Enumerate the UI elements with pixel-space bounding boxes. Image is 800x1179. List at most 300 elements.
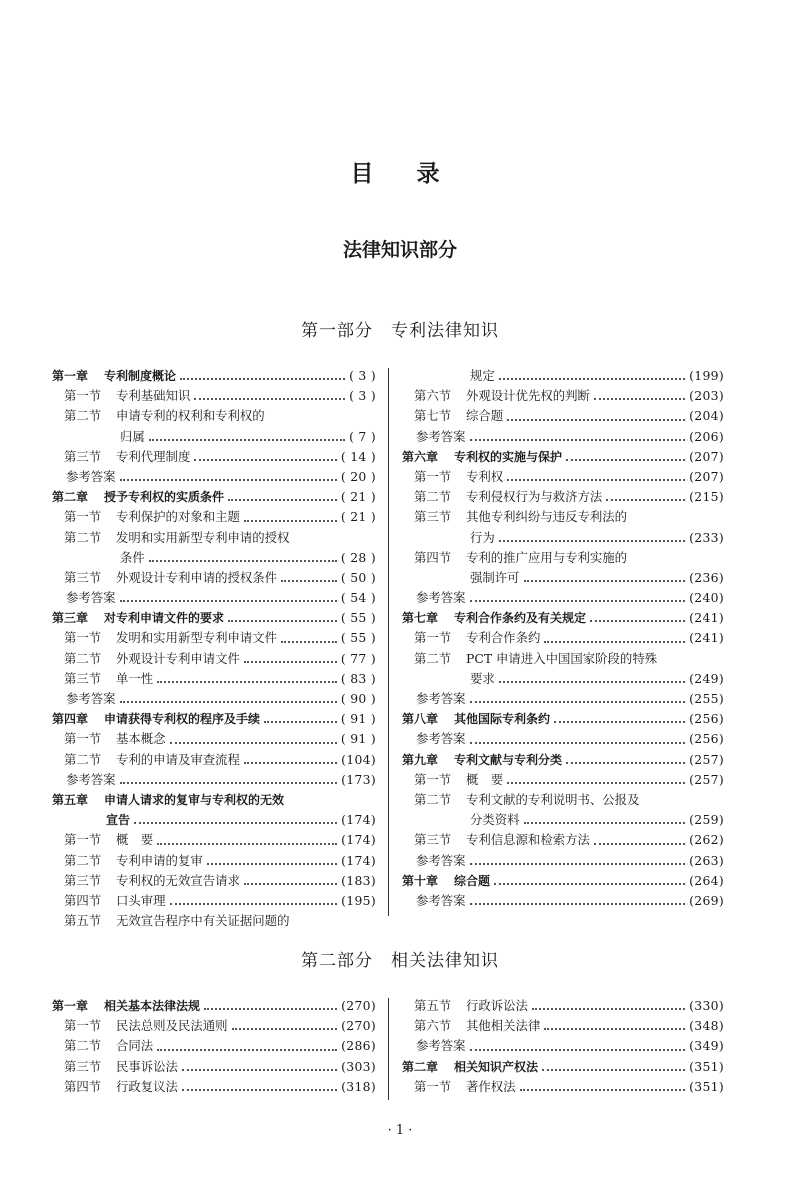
- toc-entry: [402, 366, 724, 386]
- toc-entry-title: 专利权: [466, 468, 504, 484]
- toc-dot-leader: [157, 669, 337, 683]
- toc-entry-title: 要求: [470, 670, 495, 686]
- toc-entry-label: 第一章: [52, 369, 89, 383]
- toc-entry-page: (255): [689, 691, 724, 706]
- toc-entry-title: 口头审理: [116, 892, 166, 908]
- toc-chapter-entry: [402, 709, 724, 729]
- toc-entry-title: 专利文献的专利说明书、公报及: [466, 791, 640, 807]
- toc-dot-leader: [149, 427, 345, 441]
- toc-entry-label: 第三节: [64, 670, 102, 686]
- toc-dot-leader: [520, 1077, 685, 1091]
- toc-dot-leader: [157, 830, 337, 844]
- toc-dot-leader: [470, 427, 685, 441]
- toc-dot-leader: [264, 709, 337, 723]
- toc-entry-label: 第五章: [52, 792, 89, 807]
- toc-dot-leader: [524, 810, 685, 824]
- toc-entry-label: 第一节: [414, 468, 452, 484]
- toc-entry-title: 参考答案: [66, 771, 116, 787]
- toc-entry: [402, 406, 724, 426]
- toc-dot-leader: [532, 996, 685, 1010]
- toc-entry-title: 行政复议法: [116, 1078, 178, 1094]
- toc-entry: [52, 548, 376, 568]
- toc-dot-leader: [594, 386, 685, 400]
- toc-entry: [52, 507, 376, 527]
- toc-dot-leader: [281, 568, 337, 582]
- toc-dot-leader: [499, 528, 685, 542]
- toc-entry-title: 对专利申请文件的要求: [104, 611, 225, 626]
- toc-dot-leader: [170, 729, 337, 743]
- toc-entry: [52, 891, 376, 911]
- section-title: 法律知识部分: [342, 239, 457, 261]
- toc-entry: [52, 810, 376, 830]
- toc-entry-title: 参考答案: [416, 892, 466, 908]
- toc-entry-title: 外观设计专利申请文件: [116, 650, 240, 666]
- toc-entry-page: ( 54 ): [340, 590, 376, 606]
- toc-entry-label: 第四节: [64, 1078, 102, 1094]
- toc-entry-label: 第一节: [64, 630, 102, 646]
- toc-entry-label: 第七节: [414, 408, 452, 424]
- toc-entry: [52, 427, 376, 447]
- toc-entry: [52, 628, 376, 648]
- toc-chapter-entry: [402, 1057, 724, 1077]
- toc-entry-title: 规定: [470, 368, 495, 383]
- toc-entry-title: 民法总则及民法通则: [116, 1018, 228, 1034]
- toc-dot-leader: [149, 548, 337, 562]
- toc-entry-title: 专利权的实施与保护: [454, 449, 563, 464]
- toc-entry-title: 发明和实用新型专利申请的授权: [116, 529, 290, 545]
- toc-entry: [52, 851, 376, 871]
- toc-chapter-entry: [52, 709, 376, 729]
- toc-entry-label: 第九章: [402, 752, 439, 767]
- part-heading: 第一部分 专利法律知识: [301, 321, 499, 341]
- toc-answer-entry: [52, 770, 376, 790]
- toc-entry-page: (199): [689, 368, 724, 383]
- toc-entry-title: 归属: [120, 428, 145, 444]
- toc-right-column: [402, 996, 724, 1097]
- toc-entry-page: ( 55 ): [340, 610, 376, 626]
- toc-entry-title: 专利的申请及审查流程: [116, 751, 240, 767]
- toc-dot-leader: [470, 1036, 685, 1050]
- toc-dot-leader: [182, 1077, 337, 1091]
- toc-entry-label: 第十章: [402, 873, 439, 888]
- toc-entry-label: 第一章: [52, 999, 89, 1013]
- toc-entry: [52, 528, 376, 548]
- toc-entry-page: (256): [689, 711, 724, 727]
- toc-dot-leader: [544, 1016, 685, 1030]
- toc-entry-label: 第二节: [64, 408, 102, 424]
- toc-entry-page: ( 21 ): [340, 509, 376, 525]
- toc-entry-title: 行政诉讼法: [466, 998, 528, 1013]
- toc-dot-leader: [244, 649, 337, 663]
- toc-dot-leader: [281, 628, 337, 642]
- toc-entry: [52, 911, 376, 931]
- toc-chapter-entry: [52, 790, 376, 810]
- toc-answer-entry: [402, 1036, 724, 1056]
- toc-entry-title: 授予专利权的实质条件: [104, 490, 225, 505]
- toc-chapter-entry: [52, 996, 376, 1016]
- toc-entry-title: 概 要: [466, 771, 504, 787]
- toc-chapter-entry: [52, 366, 376, 386]
- toc-entry-title: 参考答案: [416, 852, 466, 868]
- toc-entry-page: ( 28 ): [340, 549, 376, 565]
- toc-entry-title: 参考答案: [66, 590, 116, 606]
- toc-entry: [52, 1036, 376, 1056]
- toc-entry-label: 第三章: [52, 611, 89, 626]
- toc-dot-leader: [204, 996, 337, 1010]
- toc-entry-label: 第一节: [64, 509, 102, 525]
- toc-entry-label: 第四章: [52, 712, 89, 727]
- toc-entry-page: (257): [689, 771, 724, 787]
- toc-entry-label: 第六章: [402, 449, 439, 464]
- toc-entry-label: 第二章: [402, 1059, 439, 1074]
- toc-entry: [402, 1077, 724, 1097]
- toc-entry: [402, 1016, 724, 1036]
- toc-entry-page: (351): [689, 1078, 724, 1094]
- toc-entry-label: 第三节: [64, 1058, 102, 1074]
- toc-dot-leader: [507, 467, 685, 481]
- toc-entry-page: ( 7 ): [349, 428, 376, 444]
- toc-entry-title: 专利保护的对象和主题: [116, 509, 240, 525]
- toc-entry-page: (318): [341, 1078, 376, 1094]
- toc-entry-label: 第六节: [414, 1018, 452, 1034]
- toc-entry-title: 综合题: [454, 873, 491, 888]
- toc-dot-leader: [228, 608, 337, 622]
- toc-entry: [52, 649, 376, 669]
- column-divider: [388, 998, 389, 1100]
- toc-entry: [402, 770, 724, 790]
- toc-dot-leader: [499, 669, 685, 683]
- toc-entry-title: 参考答案: [416, 731, 466, 747]
- toc-entry-title: 专利权的无效宣告请求: [116, 872, 240, 888]
- toc-entry-page: (206): [689, 428, 724, 444]
- toc-chapter-entry: [402, 871, 724, 891]
- toc-entry-page: (257): [689, 751, 724, 767]
- toc-dot-leader: [470, 729, 685, 743]
- toc-entry: [402, 830, 724, 850]
- toc-entry-page: (207): [689, 468, 724, 484]
- toc-dot-leader: [494, 871, 685, 885]
- toc-entry-page: (270): [341, 998, 376, 1013]
- toc-entry-page: (236): [689, 569, 724, 585]
- toc-dot-leader: [194, 386, 345, 400]
- toc-entry-label: 第二节: [64, 751, 102, 767]
- toc-entry-title: 参考答案: [416, 590, 466, 606]
- toc-entry-label: 第二节: [414, 791, 452, 807]
- toc-entry-label: 第一节: [64, 1018, 102, 1034]
- toc-dot-leader: [544, 628, 685, 642]
- toc-dot-leader: [470, 851, 685, 865]
- toc-entry-title: 相关基本法律法规: [104, 999, 201, 1013]
- toc-entry-page: (104): [341, 751, 376, 767]
- toc-entry: [402, 528, 724, 548]
- toc-entry-label: 第二节: [414, 650, 452, 666]
- toc-entry-page: (215): [689, 489, 724, 505]
- toc-entry-page: ( 21 ): [340, 489, 376, 505]
- toc-entry-title: 民事诉讼法: [116, 1058, 178, 1074]
- toc-entry-title: 其他国际专利条约: [454, 712, 551, 727]
- toc-dot-leader: [120, 588, 337, 602]
- toc-entry: [402, 467, 724, 487]
- toc-entry-label: 第二章: [52, 490, 89, 505]
- page-title: 目 录: [350, 160, 450, 187]
- toc-entry-title: 申请专利的权利和专利权的: [116, 408, 265, 424]
- toc-chapter-entry: [52, 608, 376, 628]
- toc-entry-title: 其他相关法律: [466, 1018, 541, 1034]
- toc-entry: [402, 548, 724, 568]
- toc-entry-page: (330): [689, 998, 724, 1013]
- toc-entry-title: 强制许可: [470, 569, 520, 585]
- toc-dot-leader: [470, 891, 685, 905]
- toc-entry: [52, 871, 376, 891]
- toc-dot-leader: [470, 588, 685, 602]
- toc-entry-title: 专利文献与专利分类: [454, 752, 563, 767]
- toc-dot-leader: [244, 750, 337, 764]
- toc-answer-entry: [402, 689, 724, 709]
- toc-entry-title: 其他专利纠纷与违反专利法的: [466, 509, 628, 525]
- toc-entry-title: 专利合作条约及有关规定: [454, 611, 587, 626]
- toc-entry: [52, 669, 376, 689]
- toc-entry-page: ( 77 ): [340, 650, 376, 666]
- toc-entry-label: 第二节: [64, 529, 102, 545]
- toc-entry-label: 第三节: [414, 832, 452, 848]
- toc-entry-page: (233): [689, 529, 724, 545]
- toc-entry-page: (303): [341, 1058, 376, 1074]
- toc-entry: [52, 1016, 376, 1036]
- toc-entry-title: 相关知识产权法: [454, 1059, 539, 1074]
- toc-dot-leader: [499, 366, 685, 380]
- toc-entry-title: 综合题: [466, 408, 504, 424]
- toc-entry-title: 专利申请的复审: [116, 852, 203, 868]
- toc-dot-leader: [157, 1036, 337, 1050]
- toc-entry-page: (241): [689, 610, 724, 626]
- toc-entry-label: 第三节: [64, 569, 102, 585]
- toc-entry-title: 单一性: [116, 670, 154, 686]
- toc-dot-leader: [507, 406, 685, 420]
- toc-answer-entry: [402, 891, 724, 911]
- toc-entry-page: (195): [341, 892, 376, 908]
- toc-entry: [402, 669, 724, 689]
- toc-entry-title: 宣告: [106, 813, 131, 828]
- toc-entry: [52, 447, 376, 467]
- toc-entry-title: 专利制度概论: [104, 369, 177, 383]
- toc-dot-leader: [507, 770, 685, 784]
- toc-entry-label: 第二节: [64, 852, 102, 868]
- toc-entry: [52, 1077, 376, 1097]
- toc-entry-label: 第五节: [414, 998, 452, 1013]
- toc-answer-entry: [52, 689, 376, 709]
- column-divider: [388, 368, 389, 916]
- toc-entry-title: 专利合作条约: [466, 630, 541, 646]
- toc-entry: [402, 568, 724, 588]
- toc-entry-title: 申请人请求的复审与专利权的无效: [104, 792, 285, 807]
- toc-entry-page: (351): [689, 1058, 724, 1074]
- toc-entry-title: 条件: [120, 549, 145, 565]
- toc-entry-page: (241): [689, 630, 724, 646]
- toc-entry: [52, 1057, 376, 1077]
- toc-entry: [402, 996, 724, 1016]
- toc-entry-title: 行为: [470, 529, 495, 545]
- toc-dot-leader: [207, 851, 337, 865]
- toc-left-column: [52, 366, 376, 931]
- toc-entry-page: (270): [341, 1018, 376, 1034]
- toc-entry-page: (207): [689, 448, 724, 464]
- toc-entry-page: (348): [689, 1018, 724, 1034]
- toc-dot-leader: [170, 891, 337, 905]
- toc-answer-entry: [402, 427, 724, 447]
- toc-chapter-entry: [52, 487, 376, 507]
- toc-answer-entry: [402, 729, 724, 749]
- toc-entry-label: 第一节: [414, 630, 452, 646]
- toc-entry-label: 第四节: [414, 549, 452, 565]
- toc-entry-page: ( 3 ): [349, 388, 376, 404]
- toc-chapter-entry: [402, 447, 724, 467]
- toc-dot-leader: [194, 447, 337, 461]
- toc-entry-label: 第三节: [64, 872, 102, 888]
- toc-entry-title: 著作权法: [466, 1078, 516, 1094]
- toc-dot-leader: [590, 608, 685, 622]
- toc-chapter-entry: [402, 750, 724, 770]
- toc-answer-entry: [402, 588, 724, 608]
- toc-entry-title: 外观设计优先权的判断: [466, 388, 590, 404]
- toc-dot-leader: [542, 1057, 685, 1071]
- toc-entry: [52, 750, 376, 770]
- toc-entry-title: 参考答案: [416, 428, 466, 444]
- page-number: · 1 ·: [387, 1123, 413, 1138]
- toc-dot-leader: [232, 1016, 337, 1030]
- toc-entry-page: (174): [341, 852, 376, 868]
- toc-dot-leader: [182, 1057, 337, 1071]
- toc-answer-entry: [52, 588, 376, 608]
- toc-entry: [52, 568, 376, 588]
- toc-entry-label: 第一节: [64, 731, 102, 747]
- toc-entry: [402, 628, 724, 648]
- toc-dot-leader: [244, 871, 337, 885]
- toc-right-column: [402, 366, 724, 911]
- toc-entry: [52, 386, 376, 406]
- toc-entry-label: 第三节: [414, 509, 452, 525]
- toc-entry-label: 第八章: [402, 712, 439, 727]
- toc-dot-leader: [120, 770, 337, 784]
- toc-entry-label: 第一节: [64, 832, 102, 848]
- toc-entry-title: 无效宣告程序中有关证据问题的: [116, 913, 290, 929]
- toc-dot-leader: [180, 366, 345, 380]
- toc-dot-leader: [594, 830, 685, 844]
- toc-dot-leader: [554, 709, 685, 723]
- toc-entry-label: 第一节: [414, 1078, 452, 1094]
- toc-entry-title: 专利侵权行为与救济方法: [466, 489, 603, 505]
- toc-entry: [52, 729, 376, 749]
- toc-entry-title: PCT 申请进入中国国家阶段的特殊: [466, 650, 658, 666]
- toc-chapter-entry: [402, 608, 724, 628]
- toc-entry-page: (349): [689, 1038, 724, 1054]
- toc-entry-title: 发明和实用新型专利申请文件: [116, 630, 278, 646]
- toc-entry-label: 第一节: [64, 388, 102, 404]
- toc-entry-page: ( 50 ): [340, 569, 376, 585]
- toc-entry-page: ( 20 ): [340, 468, 376, 484]
- toc-entry-title: 外观设计专利申请的授权条件: [116, 569, 278, 585]
- toc-left-column: [52, 996, 376, 1097]
- toc-dot-leader: [566, 447, 685, 461]
- toc-dot-leader: [524, 568, 685, 582]
- toc-entry-label: 第二节: [414, 489, 452, 505]
- toc-entry-label: 第六节: [414, 388, 452, 404]
- toc-entry-title: 基本概念: [116, 731, 166, 747]
- toc-entry-page: ( 3 ): [349, 368, 376, 383]
- toc-dot-leader: [606, 487, 685, 501]
- toc-entry-page: (173): [341, 771, 376, 787]
- toc-entry: [402, 507, 724, 527]
- toc-entry-title: 合同法: [116, 1038, 154, 1054]
- toc-entry-title: 参考答案: [66, 691, 116, 706]
- toc-entry-title: 参考答案: [66, 468, 116, 484]
- toc-entry-page: (256): [689, 731, 724, 747]
- toc-entry-page: (174): [341, 812, 376, 828]
- toc-dot-leader: [120, 467, 337, 481]
- toc-entry-page: (240): [689, 590, 724, 606]
- toc-entry-label: 第七章: [402, 611, 439, 626]
- toc-answer-entry: [402, 851, 724, 871]
- toc-entry-page: ( 14 ): [340, 448, 376, 464]
- toc-entry-page: (174): [341, 832, 376, 848]
- toc-entry-page: (203): [689, 388, 724, 404]
- toc-dot-leader: [566, 750, 685, 764]
- toc-entry-page: (262): [689, 832, 724, 848]
- toc-entry-label: 第二节: [64, 1038, 102, 1054]
- toc-entry: [52, 406, 376, 426]
- toc-dot-leader: [134, 810, 337, 824]
- toc-entry-label: 第三节: [64, 448, 102, 464]
- toc-entry-title: 概 要: [116, 832, 154, 848]
- toc-entry-title: 专利的推广应用与专利实施的: [466, 549, 628, 565]
- toc-entry-page: (264): [689, 872, 724, 888]
- toc-entry-title: 专利代理制度: [116, 448, 191, 464]
- toc-entry: [402, 649, 724, 669]
- toc-entry-page: (286): [341, 1038, 376, 1054]
- toc-entry: [402, 487, 724, 507]
- toc-entry-title: 分类资料: [470, 812, 520, 828]
- toc-entry-page: ( 91 ): [340, 711, 376, 727]
- toc-entry-page: (249): [689, 670, 724, 686]
- toc-entry: [52, 830, 376, 850]
- toc-entry-title: 专利基础知识: [116, 388, 191, 404]
- toc-entry-page: (204): [689, 408, 724, 424]
- toc-entry-page: ( 90 ): [340, 691, 376, 706]
- toc-entry-title: 参考答案: [416, 691, 466, 706]
- toc-dot-leader: [120, 689, 337, 703]
- toc-answer-entry: [52, 467, 376, 487]
- toc-entry-title: 申请获得专利权的程序及手续: [104, 712, 261, 727]
- toc-entry: [402, 790, 724, 810]
- toc-dot-leader: [470, 689, 685, 703]
- toc-entry-page: (263): [689, 852, 724, 868]
- toc-entry: [402, 386, 724, 406]
- toc-entry-label: 第二节: [64, 650, 102, 666]
- toc-entry-label: 第五节: [64, 913, 102, 929]
- toc-entry-page: (269): [689, 892, 724, 908]
- toc-entry: [402, 810, 724, 830]
- toc-entry-title: 参考答案: [416, 1038, 466, 1054]
- part-heading: 第二部分 相关法律知识: [301, 951, 499, 971]
- toc-entry-label: 第四节: [64, 892, 102, 908]
- toc-entry-page: (183): [341, 872, 376, 888]
- toc-entry-title: 专利信息源和检索方法: [466, 832, 590, 848]
- toc-entry-page: ( 83 ): [340, 670, 376, 686]
- toc-entry-page: ( 91 ): [340, 731, 376, 747]
- toc-dot-leader: [228, 487, 337, 501]
- toc-entry-label: 第一节: [414, 771, 452, 787]
- toc-entry-page: (259): [689, 812, 724, 828]
- toc-entry-page: ( 55 ): [340, 630, 376, 646]
